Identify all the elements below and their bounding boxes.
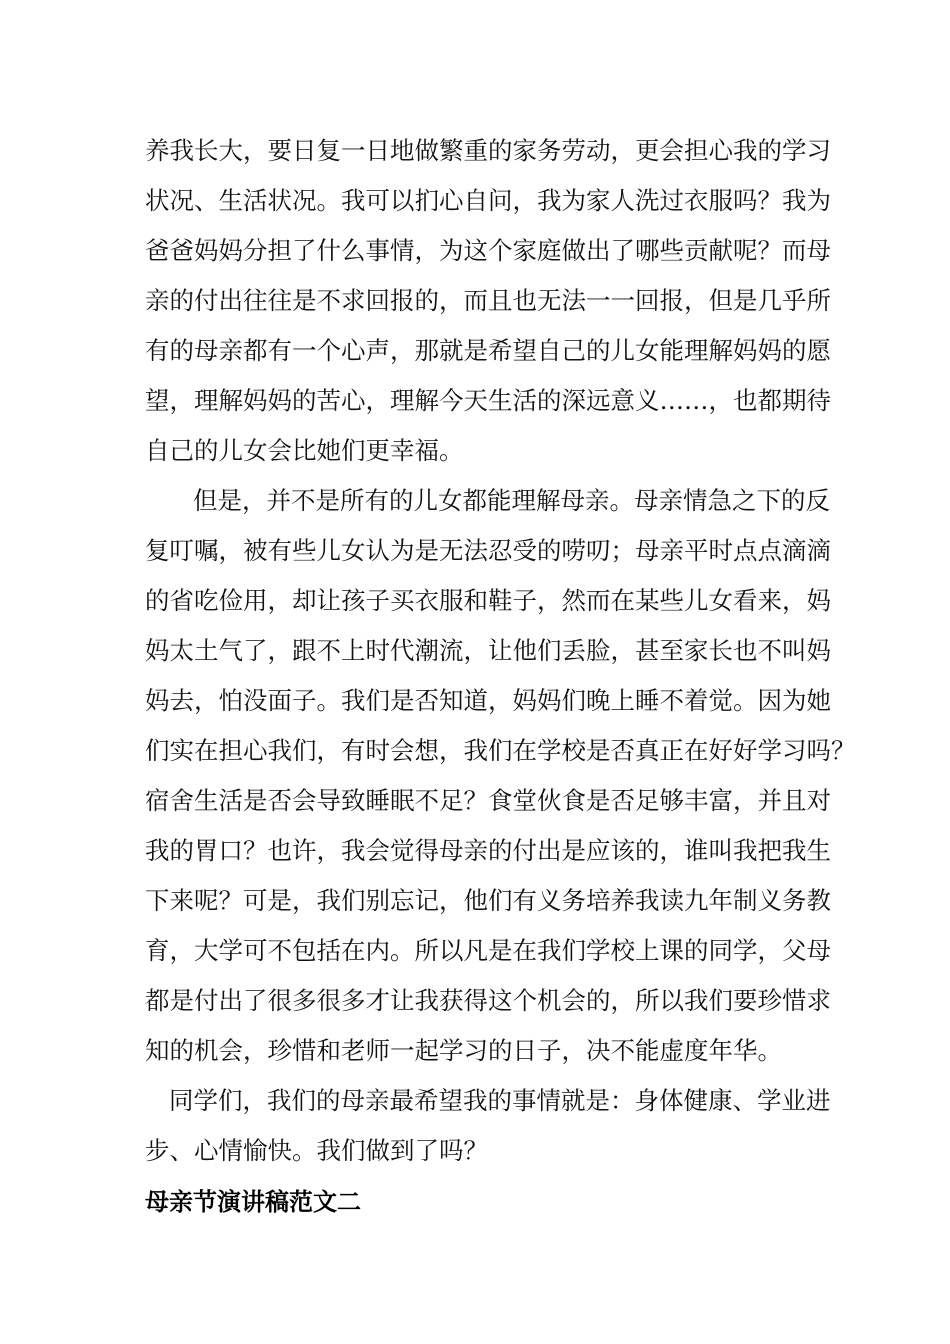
- paragraph-2-line-4: 妈太土气了，跟不上时代潮流，让他们丢脸，甚至家长也不叫妈: [145, 636, 831, 665]
- paragraph-2-line-2: 复叮嘱，被有些儿女认为是无法忍受的唠叨；母亲平时点点滴滴: [145, 536, 831, 565]
- paragraph-2-line-9: 下来呢？可是，我们别忘记，他们有义务培养我读九年制义务教: [145, 886, 831, 915]
- paragraph-2-line-12: 知的机会，珍惜和老师一起学习的日子，决不能虚度年华。: [145, 1036, 782, 1065]
- paragraph-2-line-8: 我的胃口？也许，我会觉得母亲的付出是应该的，谁叫我把我生: [145, 836, 831, 865]
- paragraph-1-line-7: 自己的儿女会比她们更幸福。: [145, 436, 464, 465]
- paragraph-1-line-6: 望，理解妈妈的苦心，理解今天生活的深远意义……，也都期待: [145, 386, 831, 415]
- paragraph-3-line-1: 同学们，我们的母亲最希望我的事情就是：身体健康、学业进: [169, 1086, 831, 1115]
- paragraph-2-line-3: 的省吃俭用，却让孩子买衣服和鞋子，然而在某些儿女看来，妈: [145, 586, 831, 615]
- section-heading: 母亲节演讲稿范文二: [145, 1188, 361, 1216]
- paragraph-2-line-1: 但是，并不是所有的儿女都能理解母亲。母亲情急之下的反: [193, 486, 830, 515]
- paragraph-1-line-4: 亲的付出往往是不求回报的，而且也无法一一回报，但是几乎所: [145, 286, 831, 315]
- paragraph-3-line-2: 步、心情愉快。我们做到了吗？: [145, 1136, 488, 1165]
- paragraph-1-line-3: 爸爸妈妈分担了什么事情，为这个家庭做出了哪些贡献呢？而母: [145, 236, 831, 265]
- paragraph-2-line-6: 们实在担心我们，有时会想，我们在学校是否真正在好好学习吗？: [145, 736, 856, 765]
- paragraph-2-line-7: 宿舍生活是否会导致睡眠不足？食堂伙食是否足够丰富，并且对: [145, 786, 831, 815]
- paragraph-1-line-1: 养我长大，要日复一日地做繁重的家务劳动，更会担心我的学习: [145, 136, 831, 165]
- paragraph-2-line-11: 都是付出了很多很多才让我获得这个机会的，所以我们要珍惜求: [145, 986, 831, 1015]
- paragraph-2-line-5: 妈去，怕没面子。我们是否知道，妈妈们晚上睡不着觉。因为她: [145, 686, 831, 715]
- paragraph-1-line-2: 状况、生活状况。我可以扪心自问，我为家人洗过衣服吗？我为: [145, 186, 831, 215]
- paragraph-1-line-5: 有的母亲都有一个心声，那就是希望自己的儿女能理解妈妈的愿: [145, 336, 831, 365]
- paragraph-2-line-10: 育，大学可不包括在内。所以凡是在我们学校上课的同学，父母: [145, 936, 831, 965]
